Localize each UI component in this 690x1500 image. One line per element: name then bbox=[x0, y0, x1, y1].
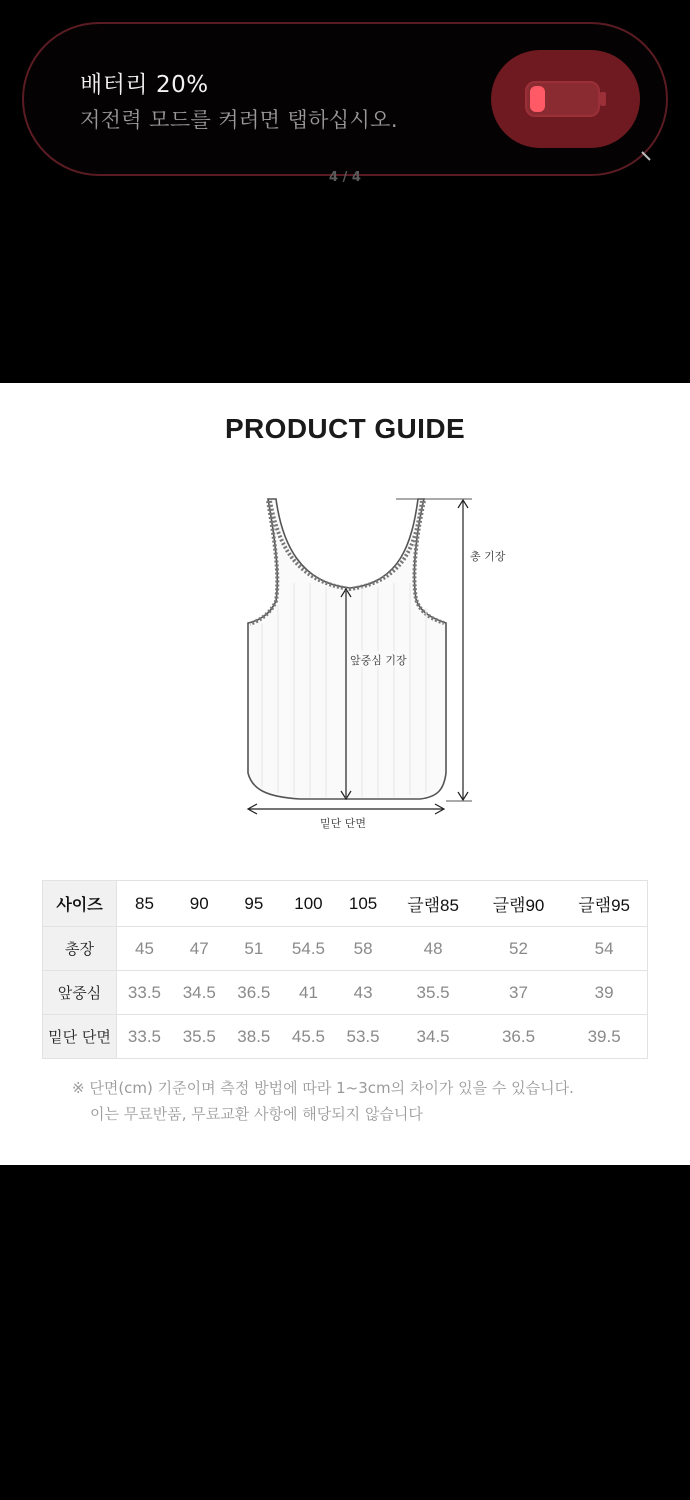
table-cell: 35.5 bbox=[172, 1015, 227, 1059]
table-cell: 36.5 bbox=[227, 971, 282, 1015]
table-row bbox=[43, 1015, 648, 1059]
table-cell: 35.5 bbox=[390, 971, 475, 1015]
table-cell: 41 bbox=[281, 971, 336, 1015]
table-cell: 51 bbox=[227, 927, 282, 971]
size-cell: 95 bbox=[227, 881, 282, 927]
page-indicator: 4 / 4 bbox=[329, 170, 361, 185]
guide-title: PRODUCT GUIDE bbox=[224, 413, 466, 444]
table-cell: 36.5 bbox=[476, 1015, 561, 1059]
row-label: 앞중심 bbox=[43, 971, 117, 1015]
table-cell: 54.5 bbox=[281, 927, 336, 971]
table-cell: 53.5 bbox=[336, 1015, 391, 1059]
product-guide-image bbox=[0, 383, 690, 1165]
low-power-mode-button[interactable] bbox=[491, 50, 640, 148]
size-cell: 90 bbox=[172, 881, 227, 927]
measurement-note bbox=[72, 1075, 672, 1127]
low-power-mode-prompt[interactable]: 저전력 모드를 켜려면 탭하십시오. bbox=[80, 108, 398, 132]
table-cell: 33.5 bbox=[117, 1015, 172, 1059]
table-cell: 33.5 bbox=[117, 971, 172, 1015]
table-cell: 45 bbox=[117, 927, 172, 971]
size-cell: 85 bbox=[117, 881, 172, 927]
size-cell: 105 bbox=[336, 881, 391, 927]
total-length-label: 총 기장 bbox=[470, 550, 506, 563]
table-cell: 58 bbox=[336, 927, 391, 971]
row-label: 총장 bbox=[43, 927, 117, 971]
tank-top-diagram bbox=[0, 383, 690, 853]
table-header-row bbox=[43, 881, 648, 927]
battery-low-icon bbox=[525, 81, 607, 117]
size-cell: 글램95 bbox=[561, 881, 647, 927]
table-cell: 37 bbox=[476, 971, 561, 1015]
table-cell: 39.5 bbox=[561, 1015, 647, 1059]
battery-title: 배터리 20% bbox=[80, 72, 209, 98]
table-row bbox=[43, 927, 648, 971]
center-length-label: 앞중심 기장 bbox=[350, 654, 407, 667]
table-cell: 52 bbox=[476, 927, 561, 971]
row-label: 밑단 단면 bbox=[43, 1015, 117, 1059]
size-cell: 글램85 bbox=[390, 881, 475, 927]
table-cell: 38.5 bbox=[227, 1015, 282, 1059]
table-cell: 39 bbox=[561, 971, 647, 1015]
dismiss-handle-icon bbox=[640, 150, 652, 162]
size-cell: 100 bbox=[281, 881, 336, 927]
table-cell: 45.5 bbox=[281, 1015, 336, 1059]
hem-width-label: 밑단 단면 bbox=[320, 817, 367, 830]
battery-notification[interactable] bbox=[22, 22, 668, 176]
note-line-2: 이는 무료반품, 무료교환 사항에 해당되지 않습니다 bbox=[90, 1105, 423, 1123]
size-table bbox=[42, 880, 648, 1059]
table-cell: 47 bbox=[172, 927, 227, 971]
note-line-1: ※ 단면(cm) 기준이며 측정 방법에 따라 1~3cm의 차이가 있을 수 있습니다. bbox=[72, 1079, 574, 1097]
table-cell: 54 bbox=[561, 927, 647, 971]
size-cell: 글램90 bbox=[476, 881, 561, 927]
table-cell: 34.5 bbox=[390, 1015, 475, 1059]
table-cell: 43 bbox=[336, 971, 391, 1015]
table-cell: 34.5 bbox=[172, 971, 227, 1015]
table-row bbox=[43, 971, 648, 1015]
table-header-label: 사이즈 bbox=[43, 881, 117, 927]
table-cell: 48 bbox=[390, 927, 475, 971]
